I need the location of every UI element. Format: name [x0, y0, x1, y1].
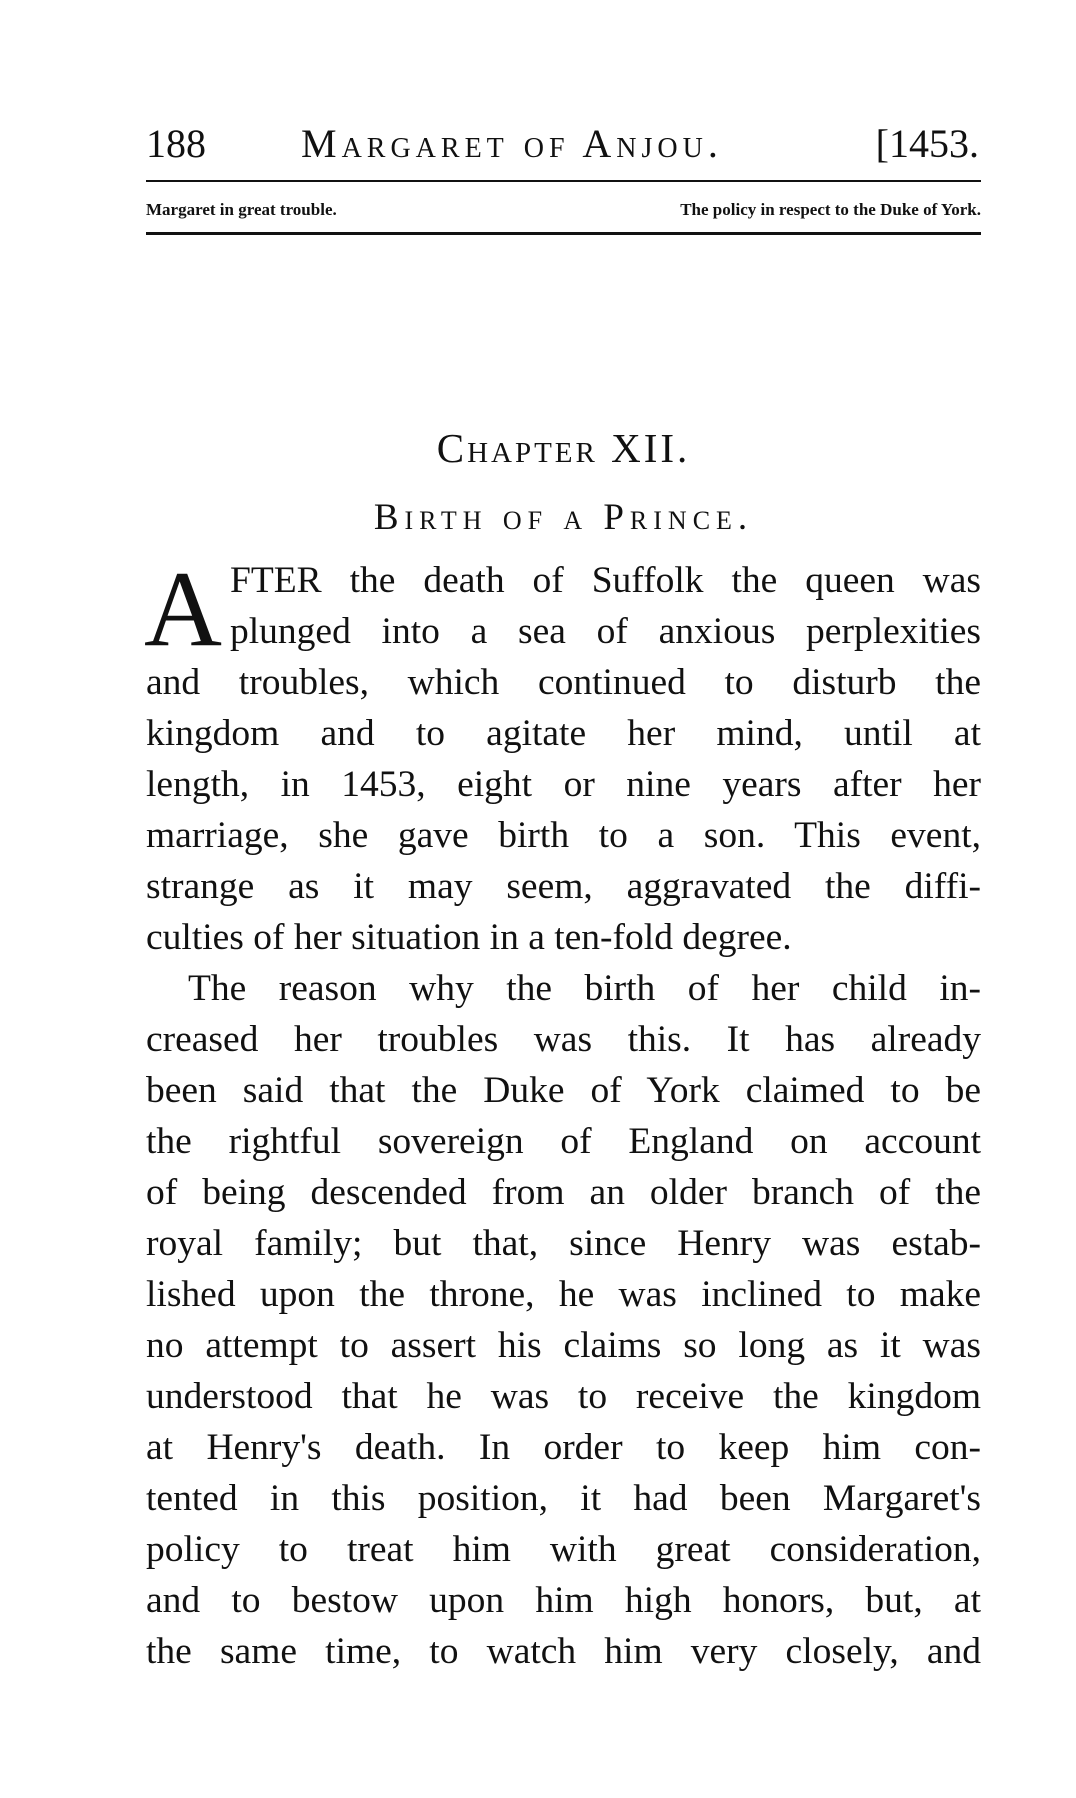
paragraph-2-line: The reason why the birth of her child in-: [188, 968, 981, 1009]
paragraph-2-line: creased her troubles was this. It has already: [146, 1019, 981, 1060]
paragraph-2-line: policy to treat him with great consideration,: [146, 1529, 981, 1570]
paragraph-2-line: the same time, to watch him very closely, and: [146, 1631, 981, 1672]
paragraph-1-line: and troubles, which continued to disturb the: [146, 662, 981, 703]
paragraph-2-line: tented in this position, it had been Margaret's: [146, 1478, 981, 1519]
paragraph-2-line: royal family; but that, since Henry was estab-: [146, 1223, 981, 1264]
paragraph-2-line: and to bestow upon him high honors, but, at: [146, 1580, 981, 1621]
paragraph-1-line: strange as it may seem, aggravated the diffi-: [146, 866, 981, 907]
running-title: Margaret of Anjou.: [301, 121, 723, 166]
running-head: [146, 120, 981, 170]
paragraph-1-line: kingdom and to agitate her mind, until at: [146, 713, 981, 754]
paragraph-1-line: marriage, she gave birth to a son. This event,: [146, 815, 981, 856]
paragraph-1-line: FTER the death of Suffolk the queen was: [230, 560, 981, 601]
body-text: [144, 550, 981, 1677]
chapter-subtitle: Birth of a Prince.: [373, 497, 754, 538]
paragraph-2-line: the rightful sovereign of England on account: [146, 1121, 981, 1162]
paragraph-1-line: plunged into a sea of anxious perplexities: [230, 611, 981, 652]
side-note-left: Margaret in great trouble.: [146, 200, 337, 219]
header-rule-top: [146, 180, 981, 182]
paragraph-2-line: understood that he was to receive the kingdom: [146, 1376, 981, 1417]
paragraph-2-line: at Henry's death. In order to keep him con-: [146, 1427, 981, 1468]
paragraph-2-line: no attempt to assert his claims so long as it was: [146, 1325, 981, 1366]
paragraph-2-line: lished upon the throne, he was inclined to make: [146, 1274, 981, 1315]
paragraph-2-line: of being descended from an older branch of the: [146, 1172, 981, 1213]
paragraph-1-line: culties of her situation in a ten-fold degree.: [146, 917, 792, 958]
side-note-right: The policy in respect to the Duke of York.: [680, 200, 981, 219]
page-number: 188: [146, 121, 206, 166]
paragraph-2-line: been said that the Duke of York claimed to be: [146, 1070, 981, 1111]
running-year: [1453.: [875, 121, 979, 166]
drop-cap: A: [144, 550, 222, 669]
chapter-title: Chapter XII.: [436, 425, 691, 471]
paragraph-1-line: length, in 1453, eight or nine years after her: [146, 764, 981, 805]
header-rule-bottom: [146, 232, 981, 235]
